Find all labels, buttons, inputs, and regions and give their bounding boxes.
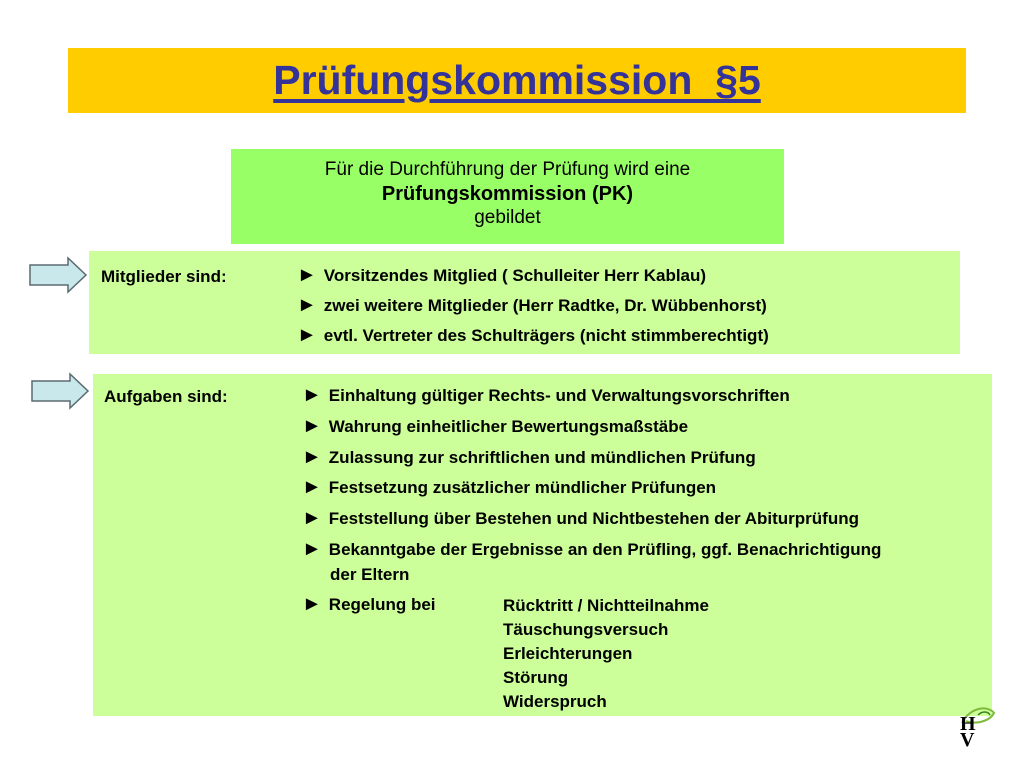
list-item: ► zwei weitere Mitglieder (Herr Radtke, Dr. Wübbenhorst)	[297, 294, 767, 316]
regelung-item: Erleichterungen	[503, 644, 633, 663]
bullet-triangle-icon: ►	[302, 384, 322, 406]
bullet-triangle-icon: ►	[297, 324, 317, 346]
page-title: Prüfungskommission §5	[273, 57, 761, 103]
logo-letter-bottom: V	[960, 729, 975, 751]
list-item: ► Vorsitzendes Mitglied ( Schulleiter Herr Kablau)	[297, 264, 707, 286]
list-item: ► Wahrung einheitlicher Bewertungsmaßstäbe	[302, 415, 689, 437]
bullet-triangle-icon: ►	[302, 476, 322, 498]
school-logo	[956, 703, 996, 751]
bullet-triangle-icon: ►	[302, 507, 322, 529]
bullet-triangle-icon: ►	[297, 264, 317, 286]
regelung-item: Täuschungsversuch	[503, 620, 669, 639]
title-bar	[68, 48, 966, 113]
arrow-right-icon	[28, 256, 88, 294]
list-item: ► evtl. Vertreter des Schulträgers (nicht stimmberechtigt)	[297, 324, 769, 346]
regelung-item: Widerspruch	[503, 692, 607, 711]
intro-line-3: gebildet	[474, 207, 541, 228]
list-item: ► Zulassung zur schriftlichen und mündlichen Prüfung	[302, 446, 756, 468]
intro-line-1: Für die Durchführung der Prüfung wird eine	[324, 159, 691, 180]
tasks-box	[93, 374, 992, 716]
list-item: ► Feststellung über Bestehen und Nichtbestehen der Abiturprüfung	[302, 507, 859, 529]
regelung-item: Störung	[503, 668, 569, 687]
bullet-triangle-icon: ►	[302, 446, 322, 468]
tasks-label: Aufgaben sind:	[104, 387, 228, 406]
list-item: ► Festsetzung zusätzlicher mündlicher Prüfungen	[302, 476, 717, 498]
intro-line-2: Prüfungskommission (PK)	[381, 183, 634, 205]
bullet-triangle-icon: ►	[297, 294, 317, 316]
list-item-continuation: der Eltern	[330, 565, 410, 584]
intro-box	[231, 149, 784, 244]
list-item: ► Bekanntgabe der Ergebnisse an den Prüfling, ggf. Benachrichtigung	[302, 538, 882, 560]
bullet-triangle-icon: ►	[302, 415, 322, 437]
arrow-right-icon	[30, 372, 90, 410]
members-box	[89, 251, 960, 354]
bullet-triangle-icon: ►	[302, 538, 322, 560]
regelung-item: Rücktritt / Nichtteilnahme	[503, 596, 709, 615]
list-item: ► Regelung bei	[302, 593, 436, 615]
members-label: Mitglieder sind:	[101, 267, 227, 286]
list-item: ► Einhaltung gültiger Rechts- und Verwaltungsvorschriften	[302, 384, 790, 406]
bullet-triangle-icon: ►	[302, 593, 322, 615]
logo-letter-top: H	[960, 713, 976, 735]
